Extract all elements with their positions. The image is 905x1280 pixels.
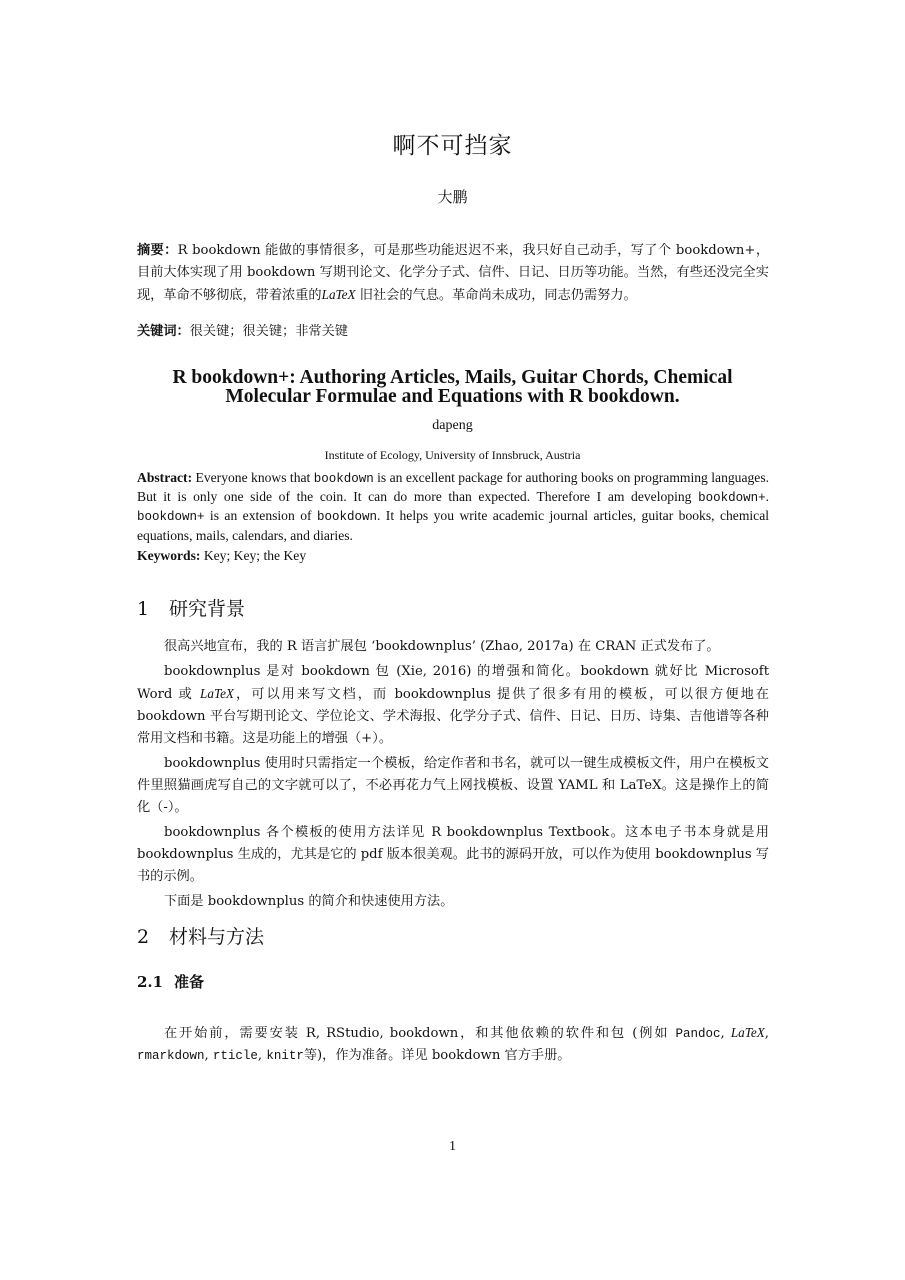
section-1-body — [137, 636, 769, 913]
subsection-title: 准备 — [174, 973, 205, 991]
section-2-1-body — [137, 1022, 769, 1067]
code-bookdownplus: bookdown+ — [137, 510, 205, 525]
code-rmarkdown: rmarkdown — [137, 1049, 205, 1063]
section-number: 1 — [137, 598, 150, 620]
abstract-zh-label: 摘要： — [137, 243, 178, 258]
code-knitr: knitr — [266, 1049, 304, 1063]
affiliation: Institute of Ecology, University of Innsbruck, Austria — [324, 448, 581, 462]
author-en: dapeng — [432, 418, 473, 433]
paragraph: bookdownplus 各个模板的使用方法详见 R bookdownplus Textbook。这本电子书本身就是用 bookdownplus 生成的，尤其是它的 pdf 版本很美观。此书的源码开放，可以作为使用 bookdownplus 写书的示例。 — [137, 825, 769, 884]
keywords-zh-label: 关键词： — [137, 324, 190, 339]
paragraph-text: 等)，作为准备。详见 bookdown 官方手册。 — [303, 1048, 571, 1063]
paragraph — [137, 1022, 769, 1067]
paragraph: bookdownplus 使用时只需指定一个模板，给定作者和书名，就可以一键生成模板文件，用户在模板文件里照猫画虎写自己的文字就可以了，不必再花力气上网找模板、设置 YAML 和 LaTeX。这是操作上的简化（-）。 — [137, 756, 769, 815]
abstract-en-text-2: is an excellent package for authoring books on programming languages. But it is only one side of the coin. It can do more than expected. Therefore I am developing — [137, 470, 770, 505]
paragraph: 很高兴地宣布，我的 R 语言扩展包 ‘bookdownplus’ (Zhao, 2017a) 在 CRAN 正式发布了。 — [164, 639, 720, 654]
paragraph-text: , — [764, 1026, 769, 1041]
paragraph-text: 在开始前，需要安装 R, RStudio, bookdown，和其他依赖的软件和包 (例如 — [164, 1026, 676, 1041]
code-pandoc: Pandoc — [675, 1027, 721, 1041]
keywords-zh-text: 很关键；很关键；非常关键 — [189, 324, 348, 339]
latex-logo: LaTeX — [730, 1025, 765, 1040]
abstract-en-label: Abstract: — [137, 470, 193, 485]
paragraph: 下面是 bookdownplus 的简介和快速使用方法。 — [164, 894, 454, 909]
abstract-en-text-4: is an extension of — [204, 508, 317, 524]
subsection-number: 2.1 — [137, 973, 164, 991]
section-title: 材料与方法 — [169, 926, 265, 948]
page-number: 1 — [449, 1139, 456, 1154]
paragraph-text: , — [257, 1048, 267, 1063]
latex-logo: LaTeX — [200, 686, 234, 701]
section-title: 研究背景 — [169, 598, 246, 620]
section-heading-1 — [137, 594, 245, 621]
paragraph-text: bookdownplus 是对 bookdown 包 (Xie, 2016) 的增强和简化。bookdown 就好比 Microsoft Word 或 — [137, 664, 769, 702]
code-bookdown: bookdown — [313, 472, 374, 486]
keywords-en — [137, 548, 769, 564]
keywords-en-label: Keywords: — [137, 548, 201, 563]
code-bookdownplus: bookdown+ — [698, 491, 766, 506]
section-number: 2 — [137, 926, 150, 948]
keywords-zh — [137, 322, 769, 342]
paragraph-text: ，可以用来写文档，而 bookdownplus 提供了很多有用的模板，可以很方便地在 bookdown 平台写期刊论文、学位论文、学术海报、化学分子式、信件、日记、日历、诗集、吉他谱等各种常用文档和书籍。这是功能上的增强（+）。 — [137, 687, 769, 746]
paragraph-text: , — [720, 1026, 731, 1041]
abstract-zh-text: R bookdown 能做的事情很多，可是那些功能迟迟不来，我只好自己动手，写了个 bookdown+，目前大体实现了用 bookdown 写期刊论文、化学分子式、信件、日记、日历等功能。当然，有些还没完全实现，革命不够彻底，带着浓重的 — [137, 243, 770, 303]
section-heading-2 — [137, 922, 264, 949]
abstract-en-text-5: . It helps you write academic journal articles, guitar books, chemical equations, mails, calendars, and diaries. — [137, 508, 770, 543]
abstract-zh — [137, 240, 769, 307]
abstract-en — [137, 469, 769, 545]
abstract-zh-tail: 旧社会的气息。革命尚未成功，同志仍需努力。 — [355, 288, 637, 303]
paper-title-zh: 啊不可挡家 — [392, 133, 513, 159]
latex-logo: LaTeX — [321, 287, 356, 302]
keywords-en-text: Key; Key; the Key — [200, 548, 307, 563]
abstract-en-text-3: . — [765, 489, 769, 505]
paper-title-en-line1: R bookdown+: Authoring Articles, Mails, Guitar Chords, Chemical — [172, 367, 733, 388]
paragraph-text: , — [204, 1048, 213, 1063]
paragraph — [137, 661, 769, 750]
paper-title-en-line2: Molecular Formulae and Equations with R bookdown. — [225, 386, 680, 407]
code-bookdown: bookdown — [316, 510, 377, 525]
subsection-heading-2-1 — [137, 971, 204, 992]
paper-title-en — [0, 368, 905, 406]
abstract-en-text-1: Everyone knows that — [192, 470, 314, 485]
author-zh: 大鹏 — [437, 188, 468, 206]
code-rticle: rticle — [212, 1049, 258, 1063]
